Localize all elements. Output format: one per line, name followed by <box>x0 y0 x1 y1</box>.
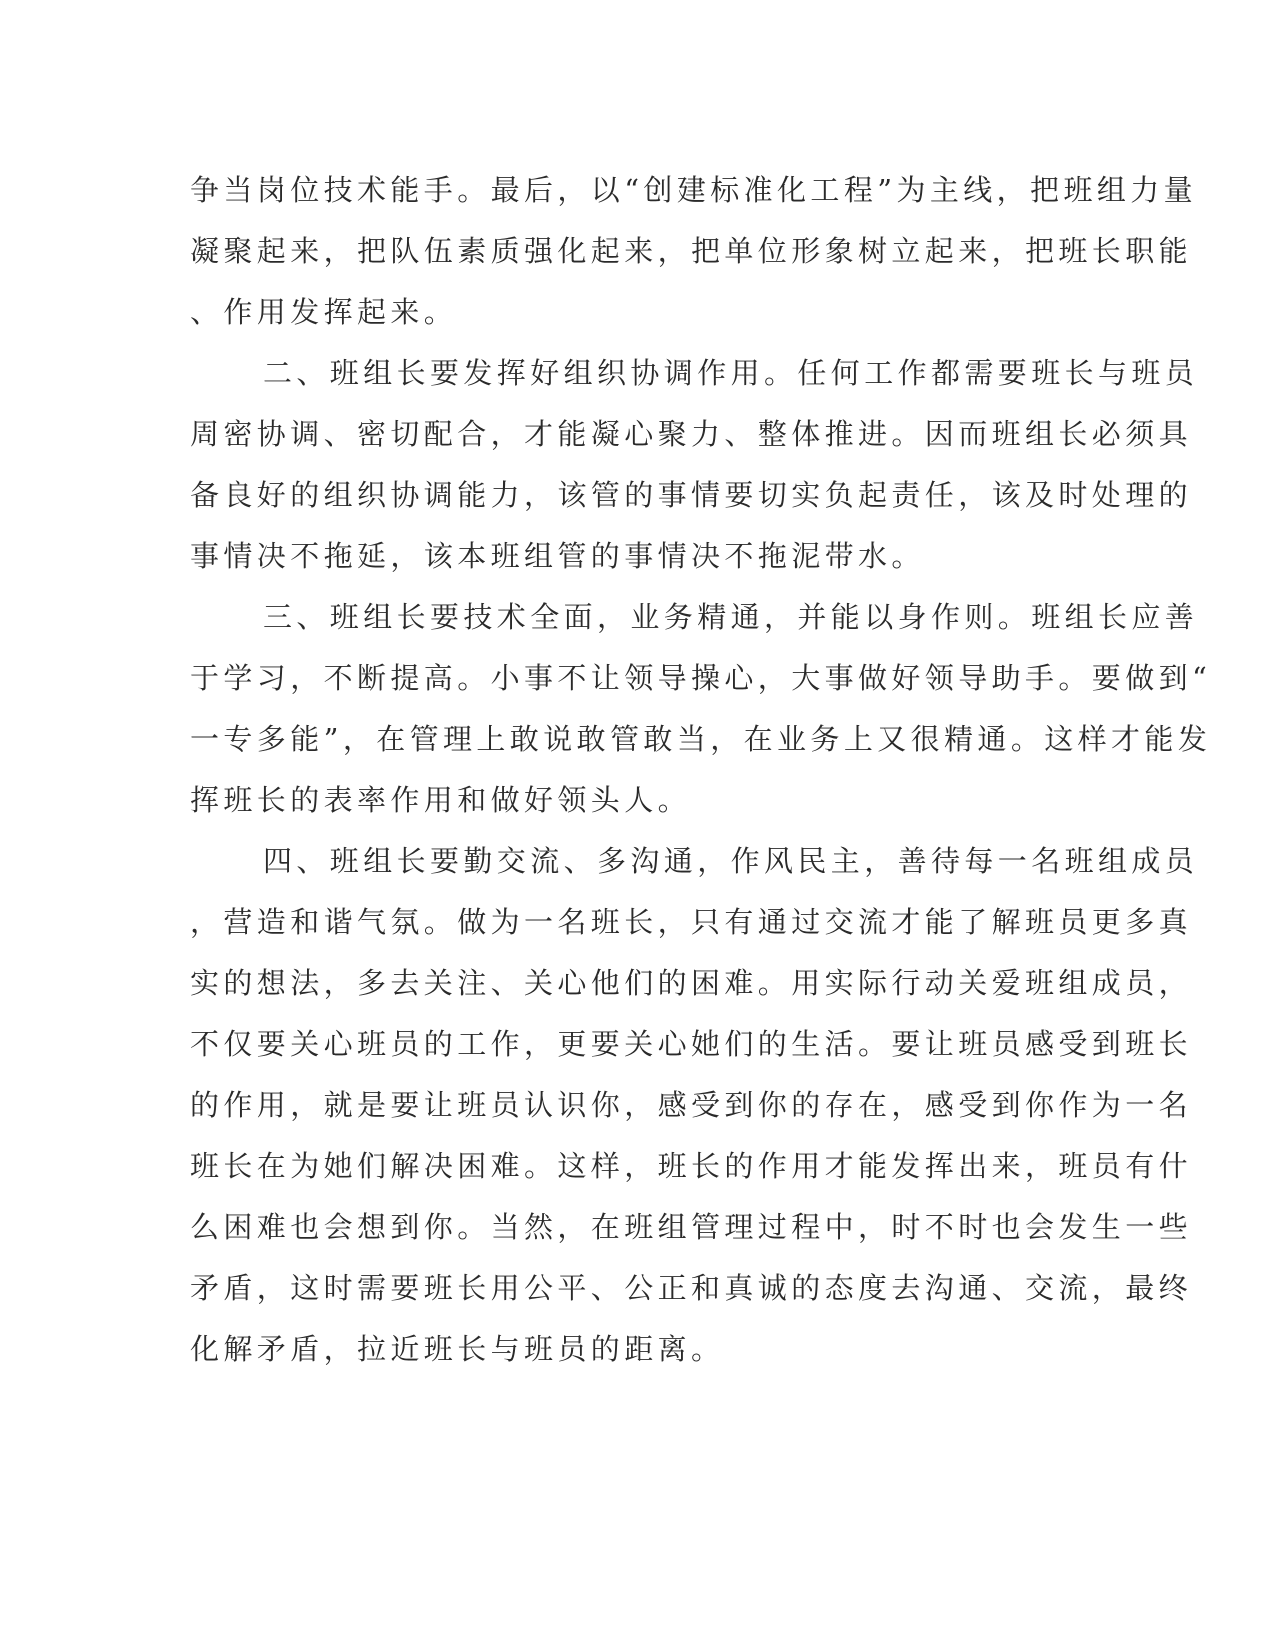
paragraph-line: 四、班组长要勤交流、多沟通，作风民主，善待每一名班组成员 <box>263 844 1199 878</box>
paragraph-line: 周密协调、密切配合，才能凝心聚力、整体推进。因而班组长必须具 <box>190 417 1193 451</box>
paragraph-1 <box>190 160 1198 343</box>
paragraph-2 <box>190 343 1199 587</box>
paragraph-line: ，营造和谐气氛。做为一名班长，只有通过交流才能了解班员更多真 <box>190 905 1193 939</box>
paragraph-line: 一专多能”，在管理上敢说敢管敢当，在业务上又很精通。这样才能发 <box>190 722 1212 756</box>
paragraph-3 <box>190 587 1212 831</box>
paragraph-line: 备良好的组织协调能力，该管的事情要切实负起责任，该及时处理的 <box>190 478 1193 512</box>
paragraph-line: 凝聚起来，把队伍素质强化起来，把单位形象树立起来，把班长职能 <box>190 234 1193 268</box>
paragraph-line: 三、班组长要技术全面，业务精通，并能以身作则。班组长应善 <box>263 600 1199 634</box>
paragraph-line: 矛盾，这时需要班长用公平、公正和真诚的态度去沟通、交流，最终 <box>190 1271 1193 1305</box>
paragraph-line: 的作用，就是要让班员认识你，感受到你的存在，感受到你作为一名 <box>190 1088 1193 1122</box>
paragraph-line: 于学习，不断提高。小事不让领导操心，大事做好领导助手。要做到“ <box>190 661 1212 695</box>
paragraph-line: 不仅要关心班员的工作，更要关心她们的生活。要让班员感受到班长 <box>190 1027 1193 1061</box>
paragraph-line: 事情决不拖延，该本班组管的事情决不拖泥带水。 <box>190 539 925 573</box>
paragraph-line: 二、班组长要发挥好组织协调作用。任何工作都需要班长与班员 <box>263 356 1199 390</box>
paragraph-line: 实的想法，多去关注、关心他们的困难。用实际行动关爱班组成员， <box>190 966 1193 1000</box>
paragraph-line: 化解矛盾，拉近班长与班员的距离。 <box>190 1332 725 1366</box>
paragraph-line: 、作用发挥起来。 <box>190 295 458 329</box>
document-body <box>190 160 1212 1380</box>
paragraph-line: 班长在为她们解决困难。这样，班长的作用才能发挥出来，班员有什 <box>190 1149 1193 1183</box>
paragraph-line: 争当岗位技术能手。最后，以“创建标准化工程”为主线，把班组力量 <box>190 173 1198 207</box>
paragraph-line: 挥班长的表率作用和做好领头人。 <box>190 783 692 817</box>
paragraph-line: 么困难也会想到你。当然，在班组管理过程中，时不时也会发生一些 <box>190 1210 1193 1244</box>
paragraph-4 <box>190 831 1199 1380</box>
